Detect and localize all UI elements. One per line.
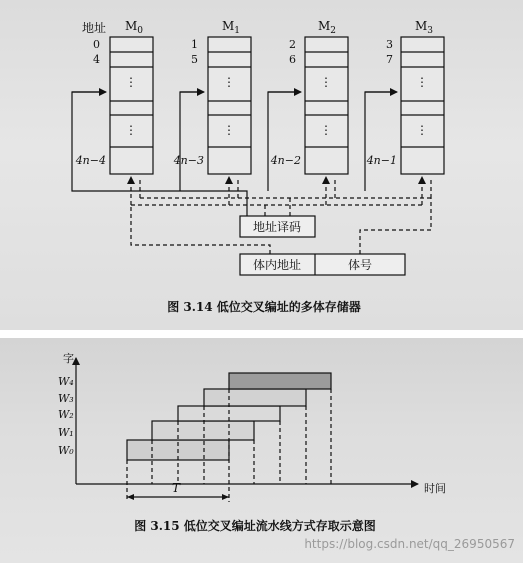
svg-text:⋮: ⋮: [223, 123, 235, 137]
svg-text:⋮: ⋮: [320, 123, 332, 137]
memory-module-m3: [401, 37, 444, 174]
module-number-label: 体号: [347, 258, 373, 272]
figure-3-14-caption: 图 3.14 低位交叉编址的多体存储器: [167, 300, 361, 314]
module-m0-title: $M_0$: [125, 19, 144, 36]
m3-address-last: 4n−1: [366, 154, 397, 167]
period-label: T: [171, 481, 181, 495]
module-m2-title: $M_2$: [318, 19, 337, 36]
m0-address-last: 4n−4: [75, 154, 106, 167]
memory-module-m0: [110, 37, 153, 174]
memory-module-m2: [305, 37, 348, 174]
address-header: 地址: [82, 21, 107, 35]
word-label-w0: W₀: [58, 444, 74, 457]
word-label-w4: W₄: [58, 375, 74, 388]
m0-address-first: 0: [93, 38, 100, 51]
y-axis-label: 字: [63, 352, 74, 365]
word-label-w3: W₃: [58, 392, 74, 405]
address-decoder-label: 地址译码: [252, 220, 302, 234]
bar-w1: [152, 421, 254, 440]
m2-address-last: 4n−2: [270, 154, 301, 167]
x-axis-label: 时间: [424, 482, 446, 495]
module-m1-title: $M_1$: [222, 19, 241, 36]
svg-text:⋮: ⋮: [416, 123, 428, 137]
word-label-w2: W₂: [58, 408, 74, 421]
svg-text:⋮: ⋮: [125, 75, 137, 89]
m1-address-second: 5: [191, 53, 198, 66]
intra-module-address-label: 体内地址: [252, 258, 302, 272]
m1-address-first: 1: [191, 38, 198, 51]
m3-address-second: 7: [386, 53, 393, 66]
figure-3-15: [76, 358, 418, 502]
m0-address-second: 4: [93, 53, 100, 66]
watermark: https://blog.csdn.net/qq_26950567: [304, 537, 515, 551]
m1-address-last: 4n−3: [173, 154, 204, 167]
svg-text:⋮: ⋮: [223, 75, 235, 89]
svg-text:⋮: ⋮: [320, 75, 332, 89]
svg-text:⋮: ⋮: [125, 123, 137, 137]
m3-address-first: 3: [386, 38, 393, 51]
memory-module-m1: [208, 37, 251, 174]
module-m3-title: $M_3$: [415, 19, 434, 36]
bar-w4: [229, 373, 331, 389]
m2-address-second: 6: [289, 53, 296, 66]
m2-address-first: 2: [289, 38, 296, 51]
figure-3-15-caption: 图 3.15 低位交叉编址流水线方式存取示意图: [134, 519, 376, 533]
svg-text:⋮: ⋮: [416, 75, 428, 89]
word-label-w1: W₁: [58, 426, 74, 439]
bar-w3: [204, 389, 306, 406]
